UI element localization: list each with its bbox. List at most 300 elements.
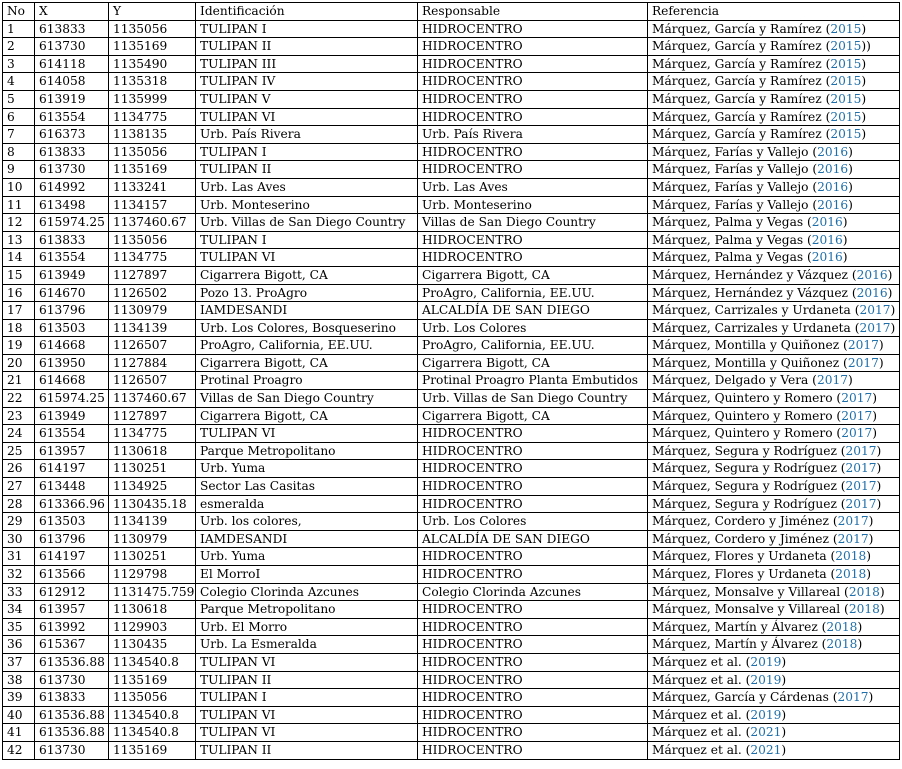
cell-responsable: HIDROCENTRO (418, 741, 648, 759)
cell-responsable: Protinal Proagro Planta Embutidos (418, 372, 648, 390)
cell-y: 1130435 (109, 636, 196, 654)
cell-identificacion: Urb. País Rivera (196, 126, 418, 144)
cell-responsable: Urb. País Rivera (418, 126, 648, 144)
reference-year-link[interactable]: 2017 (859, 320, 891, 335)
header-responsable: Responsable (418, 3, 648, 21)
cell-referencia (648, 302, 900, 320)
cell-no: 5 (3, 90, 35, 108)
reference-close-paren: ) (872, 408, 877, 423)
cell-y: 1134775 (109, 108, 196, 126)
cell-no: 10 (3, 178, 35, 196)
reference-authors: Márquez, Farías y Vallejo ( (652, 162, 818, 177)
cell-y: 1137460.67 (109, 390, 196, 408)
reference-close-paren: ) (848, 162, 853, 177)
cell-referencia (648, 442, 900, 460)
cell-y: 1135056 (109, 231, 196, 249)
cell-referencia (648, 284, 900, 302)
cell-identificacion: TULIPAN I (196, 20, 418, 38)
header-identificacion: Identificación (196, 3, 418, 21)
cell-responsable: HIDROCENTRO (418, 231, 648, 249)
reference-close-paren: ) (857, 619, 863, 634)
reference-close-paren: ) (842, 232, 848, 247)
cell-x: 613949 (35, 266, 109, 284)
cell-no: 19 (3, 337, 35, 355)
cell-x: 612912 (35, 583, 109, 601)
cell-referencia (648, 671, 900, 689)
cell-y: 1138135 (109, 126, 196, 144)
table-row (3, 161, 900, 179)
cell-identificacion: TULIPAN II (196, 741, 418, 759)
reference-year-link[interactable]: 2015 (830, 91, 862, 106)
reference-year-link[interactable]: 2017 (859, 303, 891, 318)
reference-year-link[interactable]: 2017 (845, 461, 877, 476)
cell-no: 4 (3, 73, 35, 91)
reference-authors: Márquez, Segura y Rodríguez ( (652, 496, 846, 511)
cell-responsable: HIDROCENTRO (418, 495, 648, 513)
cell-identificacion: Urb. La Esmeralda (196, 636, 418, 654)
cell-x: 614668 (35, 372, 109, 390)
cell-no: 1 (3, 20, 35, 38)
reference-close-paren: ) (890, 320, 896, 335)
cell-no: 25 (3, 442, 35, 460)
reference-authors: Márquez, García y Ramírez ( (652, 127, 831, 142)
cell-referencia (648, 73, 900, 91)
reference-close-paren: ) (876, 461, 882, 476)
cell-y: 1126507 (109, 372, 196, 390)
cell-x: 615974.25 (35, 214, 109, 232)
table-row (3, 354, 900, 372)
reference-year-link[interactable]: 2016 (856, 285, 888, 300)
cell-responsable: HIDROCENTRO (418, 38, 648, 56)
cell-referencia (648, 425, 900, 443)
cell-y: 1134775 (109, 425, 196, 443)
reference-year-link[interactable]: 2019 (750, 707, 782, 722)
cell-y: 1134139 (109, 513, 196, 531)
table-row (3, 478, 900, 496)
cell-no: 27 (3, 478, 35, 496)
reference-authors: Márquez, Martín y Álvarez ( (652, 619, 827, 634)
cell-no: 21 (3, 372, 35, 390)
cell-responsable: HIDROCENTRO (418, 601, 648, 619)
cell-x: 616373 (35, 126, 109, 144)
reference-year-link[interactable]: 2017 (841, 391, 873, 406)
cell-no: 14 (3, 249, 35, 267)
cell-identificacion: TULIPAN II (196, 38, 418, 56)
cell-referencia (648, 513, 900, 531)
cell-responsable: HIDROCENTRO (418, 55, 648, 73)
table-row (3, 513, 900, 531)
cell-y: 1130618 (109, 601, 196, 619)
cell-identificacion: Urb. Las Aves (196, 178, 418, 196)
reference-close-paren: ) (861, 56, 867, 71)
reference-year-link[interactable]: 2016 (811, 215, 843, 230)
cell-no: 23 (3, 407, 35, 425)
cell-no: 31 (3, 548, 35, 566)
cell-referencia (648, 354, 900, 372)
cell-x: 613833 (35, 20, 109, 38)
reference-authors: Márquez, Martín y Álvarez ( (652, 637, 827, 652)
cell-no: 3 (3, 55, 35, 73)
cell-responsable: HIDROCENTRO (418, 90, 648, 108)
cell-identificacion: Urb. Yuma (196, 548, 418, 566)
cell-identificacion: IAMDESANDI (196, 530, 418, 548)
cell-x: 614668 (35, 337, 109, 355)
reference-authors: Márquez, García y Ramírez ( (652, 39, 831, 54)
cell-x: 613566 (35, 566, 109, 584)
reference-close-paren: ) (781, 742, 787, 757)
table-row (3, 73, 900, 91)
cell-responsable: ProAgro, California, EE.UU. (418, 337, 648, 355)
reference-year-link[interactable]: 2021 (750, 725, 782, 740)
cell-identificacion: ProAgro, California, EE.UU. (196, 337, 418, 355)
cell-y: 1133241 (109, 178, 196, 196)
reference-authors: Márquez, García y Ramírez ( (652, 109, 831, 124)
reference-close-paren: ) (848, 144, 853, 159)
cell-identificacion: Cigarrera Bigott, CA (196, 407, 418, 425)
cell-no: 39 (3, 689, 35, 707)
reference-year-link[interactable]: 2015 (830, 127, 862, 142)
reference-year-link[interactable]: 2017 (841, 426, 873, 441)
reference-authors: Márquez et al. ( (652, 725, 751, 740)
reference-authors: Márquez, García y Ramírez ( (652, 74, 831, 89)
reference-year-link[interactable]: 2017 (816, 373, 848, 388)
table-row (3, 425, 900, 443)
header-no: No (3, 3, 35, 21)
cell-referencia (648, 231, 900, 249)
reference-authors: Márquez, Montilla y Quiñonez ( (652, 338, 848, 353)
reference-close-paren: ) (866, 567, 872, 581)
reference-authors: Márquez, Hernández y Vázquez ( (652, 285, 857, 300)
cell-x: 614670 (35, 284, 109, 302)
cell-responsable: Urb. Villas de San Diego Country (418, 390, 648, 408)
cell-referencia (648, 566, 900, 584)
cell-x: 614058 (35, 73, 109, 91)
cell-responsable: HIDROCENTRO (418, 20, 648, 38)
table-row (3, 143, 900, 161)
table-row (3, 284, 900, 302)
cell-referencia (648, 178, 900, 196)
cell-no: 12 (3, 214, 35, 232)
table-row (3, 178, 900, 196)
reference-year-link[interactable]: 2017 (847, 355, 879, 370)
cell-y: 1137460.67 (109, 214, 196, 232)
reference-authors: Márquez, Delgado y Vera ( (652, 373, 817, 388)
cell-identificacion: Parque Metropolitano (196, 442, 418, 460)
table-row (3, 302, 900, 320)
cell-no: 13 (3, 231, 35, 249)
reference-year-link[interactable]: 2017 (847, 338, 879, 353)
cell-referencia (648, 478, 900, 496)
table-row (3, 653, 900, 671)
cell-y: 1130251 (109, 548, 196, 566)
cell-referencia (648, 706, 900, 724)
reference-authors: Márquez, Hernández y Vázquez ( (652, 267, 857, 282)
reference-year-link[interactable]: 2018 (848, 584, 880, 599)
table-row (3, 390, 900, 408)
cell-referencia (648, 618, 900, 636)
cell-no: 8 (3, 143, 35, 161)
cell-y: 1130435.18 (109, 495, 196, 513)
cell-x: 613498 (35, 196, 109, 214)
reference-year-link[interactable]: 2016 (817, 144, 849, 159)
table-body (3, 20, 900, 759)
reference-year-link[interactable]: 2021 (750, 742, 782, 757)
table-row (3, 741, 900, 759)
reference-year-link[interactable]: 2016 (817, 179, 849, 194)
cell-y: 1126502 (109, 284, 196, 302)
cell-y: 1134540.8 (109, 724, 196, 742)
reference-authors: Márquez, Segura y Rodríguez ( (652, 443, 846, 458)
cell-identificacion: TULIPAN VI (196, 724, 418, 742)
cell-referencia (648, 249, 900, 267)
cell-x: 613992 (35, 618, 109, 636)
cell-responsable: HIDROCENTRO (418, 442, 648, 460)
cell-identificacion: TULIPAN II (196, 671, 418, 689)
reference-year-link[interactable]: 2018 (835, 567, 867, 581)
cell-identificacion: TULIPAN VI (196, 706, 418, 724)
cell-identificacion: Villas de San Diego Country (196, 390, 418, 408)
cell-referencia (648, 20, 900, 38)
cell-responsable: HIDROCENTRO (418, 73, 648, 91)
cell-identificacion: Pozo 13. ProAgro (196, 284, 418, 302)
cell-no: 7 (3, 126, 35, 144)
reference-close-paren: )) (861, 39, 871, 54)
cell-x: 614197 (35, 548, 109, 566)
table-row (3, 706, 900, 724)
reference-authors: Márquez, Flores y Urdaneta ( (652, 549, 836, 564)
cell-y: 1134540.8 (109, 706, 196, 724)
reference-authors: Márquez et al. ( (652, 654, 751, 669)
cell-y: 1135490 (109, 55, 196, 73)
reference-close-paren: ) (861, 127, 867, 142)
cell-responsable: HIDROCENTRO (418, 161, 648, 179)
cell-y: 1134775 (109, 249, 196, 267)
cell-identificacion: Urb. El Morro (196, 618, 418, 636)
cell-x: 613796 (35, 302, 109, 320)
reference-year-link[interactable]: 2017 (845, 443, 877, 458)
cell-identificacion: TULIPAN IV (196, 73, 418, 91)
cell-responsable: HIDROCENTRO (418, 566, 648, 584)
reference-close-paren: ) (876, 443, 882, 458)
cell-y: 1134139 (109, 319, 196, 337)
reference-close-paren: ) (872, 391, 877, 406)
cell-responsable: HIDROCENTRO (418, 636, 648, 654)
cell-referencia (648, 390, 900, 408)
cell-identificacion: Urb. Villas de San Diego Country (196, 214, 418, 232)
cell-no: 40 (3, 706, 35, 724)
cell-x: 613919 (35, 90, 109, 108)
cell-no: 11 (3, 196, 35, 214)
table-row (3, 530, 900, 548)
reference-authors: Márquez, Monsalve y Villareal ( (652, 584, 849, 599)
reference-year-link[interactable]: 2018 (835, 549, 867, 564)
table-row (3, 442, 900, 460)
cell-identificacion: esmeralda (196, 495, 418, 513)
cell-responsable: HIDROCENTRO (418, 425, 648, 443)
reference-year-link[interactable]: 2017 (837, 690, 869, 705)
cell-x: 613730 (35, 38, 109, 56)
cell-y: 1135169 (109, 161, 196, 179)
cell-y: 1130251 (109, 460, 196, 478)
table-row (3, 231, 900, 249)
cell-responsable: HIDROCENTRO (418, 108, 648, 126)
cell-referencia (648, 161, 900, 179)
cell-responsable: HIDROCENTRO (418, 460, 648, 478)
reference-authors: Márquez et al. ( (652, 672, 751, 687)
cell-x: 613833 (35, 143, 109, 161)
reference-year-link[interactable]: 2015 (830, 21, 862, 36)
reference-year-link[interactable]: 2017 (837, 514, 869, 529)
reference-close-paren: ) (842, 250, 848, 265)
cell-identificacion: TULIPAN I (196, 689, 418, 707)
reference-year-link[interactable]: 2015 (830, 56, 862, 71)
reference-authors: Márquez, Montilla y Quiñonez ( (652, 355, 848, 370)
reference-close-paren: ) (868, 514, 874, 529)
cell-identificacion: TULIPAN VI (196, 249, 418, 267)
table-row (3, 55, 900, 73)
reference-close-paren: ) (781, 707, 787, 722)
cell-no: 26 (3, 460, 35, 478)
reference-year-link[interactable]: 2015 (830, 74, 862, 89)
reference-close-paren: ) (857, 637, 863, 652)
cell-referencia (648, 495, 900, 513)
reference-authors: Márquez, García y Ramírez ( (652, 56, 831, 71)
cell-no: 22 (3, 390, 35, 408)
cell-y: 1127884 (109, 354, 196, 372)
table-row (3, 407, 900, 425)
cell-x: 613833 (35, 689, 109, 707)
cell-x: 615974.25 (35, 390, 109, 408)
cell-identificacion: TULIPAN II (196, 161, 418, 179)
cell-no: 33 (3, 583, 35, 601)
cell-referencia (648, 601, 900, 619)
table-row (3, 583, 900, 601)
table-row (3, 249, 900, 267)
reference-close-paren: ) (861, 109, 867, 124)
reference-year-link[interactable]: 2017 (845, 479, 877, 494)
reference-close-paren: ) (890, 303, 896, 318)
cell-no: 24 (3, 425, 35, 443)
cell-y: 1135169 (109, 741, 196, 759)
reference-close-paren: ) (781, 654, 787, 669)
reference-year-link[interactable]: 2018 (826, 619, 858, 634)
cell-y: 1135056 (109, 689, 196, 707)
cell-no: 6 (3, 108, 35, 126)
cell-identificacion: TULIPAN III (196, 55, 418, 73)
cell-x: 613833 (35, 231, 109, 249)
cell-y: 1135169 (109, 38, 196, 56)
table-row (3, 671, 900, 689)
cell-referencia (648, 741, 900, 759)
reference-authors: Márquez, Quintero y Romero ( (652, 408, 842, 423)
reference-authors: Márquez et al. ( (652, 707, 751, 722)
reference-year-link[interactable]: 2018 (826, 637, 858, 652)
reference-close-paren: ) (861, 91, 867, 106)
cell-identificacion: Urb. los colores, (196, 513, 418, 531)
cell-referencia (648, 636, 900, 654)
reference-year-link[interactable]: 2019 (750, 654, 782, 669)
cell-responsable: ALCALDÍA DE SAN DIEGO (418, 302, 648, 320)
cell-referencia (648, 55, 900, 73)
cell-no: 17 (3, 302, 35, 320)
cell-y: 1135056 (109, 143, 196, 161)
reference-authors: Márquez, Cordero y Jiménez ( (652, 531, 838, 546)
cell-identificacion: Sector Las Casitas (196, 478, 418, 496)
table-row (3, 548, 900, 566)
reference-close-paren: ) (847, 373, 853, 388)
reference-authors: Márquez, Farías y Vallejo ( (652, 197, 818, 212)
cell-x: 613957 (35, 601, 109, 619)
cell-responsable: HIDROCENTRO (418, 724, 648, 742)
reference-year-link[interactable]: 2017 (841, 408, 873, 423)
cell-responsable: HIDROCENTRO (418, 671, 648, 689)
cell-y: 1134925 (109, 478, 196, 496)
reference-year-link[interactable]: 2016 (817, 197, 849, 212)
cell-y: 1135056 (109, 20, 196, 38)
reference-year-link[interactable]: 2019 (750, 672, 782, 687)
cell-x: 613448 (35, 478, 109, 496)
reference-close-paren: ) (878, 355, 884, 370)
cell-no: 30 (3, 530, 35, 548)
cell-responsable: ProAgro, California, EE.UU. (418, 284, 648, 302)
reference-year-link[interactable]: 2017 (837, 531, 869, 546)
cell-referencia (648, 689, 900, 707)
reference-year-link[interactable]: 2016 (856, 267, 888, 282)
reference-authors: Márquez, Quintero y Romero ( (652, 426, 842, 441)
reference-authors: Márquez, Farías y Vallejo ( (652, 179, 818, 194)
reference-authors: Márquez, Monsalve y Villareal ( (652, 602, 849, 617)
reference-year-link[interactable]: 2016 (811, 250, 843, 265)
cell-y: 1130979 (109, 530, 196, 548)
cell-x: 613554 (35, 425, 109, 443)
reference-year-link[interactable]: 2016 (817, 162, 849, 177)
reference-year-link[interactable]: 2015 (830, 109, 862, 124)
reference-year-link[interactable]: 2018 (848, 602, 880, 617)
cell-x: 613950 (35, 354, 109, 372)
reference-year-link[interactable]: 2015 (830, 39, 862, 54)
cell-x: 613796 (35, 530, 109, 548)
reference-authors: Márquez, Carrizales y Urdaneta ( (652, 320, 860, 335)
reference-year-link[interactable]: 2016 (811, 232, 843, 247)
table-row (3, 724, 900, 742)
cell-identificacion: Cigarrera Bigott, CA (196, 266, 418, 284)
cell-identificacion: Cigarrera Bigott, CA (196, 354, 418, 372)
cell-identificacion: TULIPAN V (196, 90, 418, 108)
cell-responsable: Urb. Los Colores (418, 513, 648, 531)
cell-identificacion: Colegio Clorinda Azcunes (196, 583, 418, 601)
cell-y: 1130618 (109, 442, 196, 460)
cell-x: 613949 (35, 407, 109, 425)
cell-identificacion: TULIPAN VI (196, 425, 418, 443)
cell-responsable: HIDROCENTRO (418, 548, 648, 566)
cell-x: 613730 (35, 741, 109, 759)
reference-close-paren: ) (887, 285, 893, 300)
cell-y: 1129798 (109, 566, 196, 584)
table-row (3, 566, 900, 584)
cell-no: 34 (3, 601, 35, 619)
cell-identificacion: TULIPAN VI (196, 108, 418, 126)
cell-responsable: Urb. Los Colores (418, 319, 648, 337)
cell-referencia (648, 214, 900, 232)
cell-x: 613730 (35, 161, 109, 179)
reference-authors: Márquez, Palma y Vegas ( (652, 215, 812, 230)
reference-close-paren: ) (866, 549, 872, 564)
reference-close-paren: ) (842, 215, 848, 230)
cell-x: 613366.96 (35, 495, 109, 513)
reference-authors: Márquez, Palma y Vegas ( (652, 232, 812, 247)
reference-year-link[interactable]: 2017 (845, 496, 877, 511)
reference-authors: Márquez, Palma y Vegas ( (652, 250, 812, 265)
